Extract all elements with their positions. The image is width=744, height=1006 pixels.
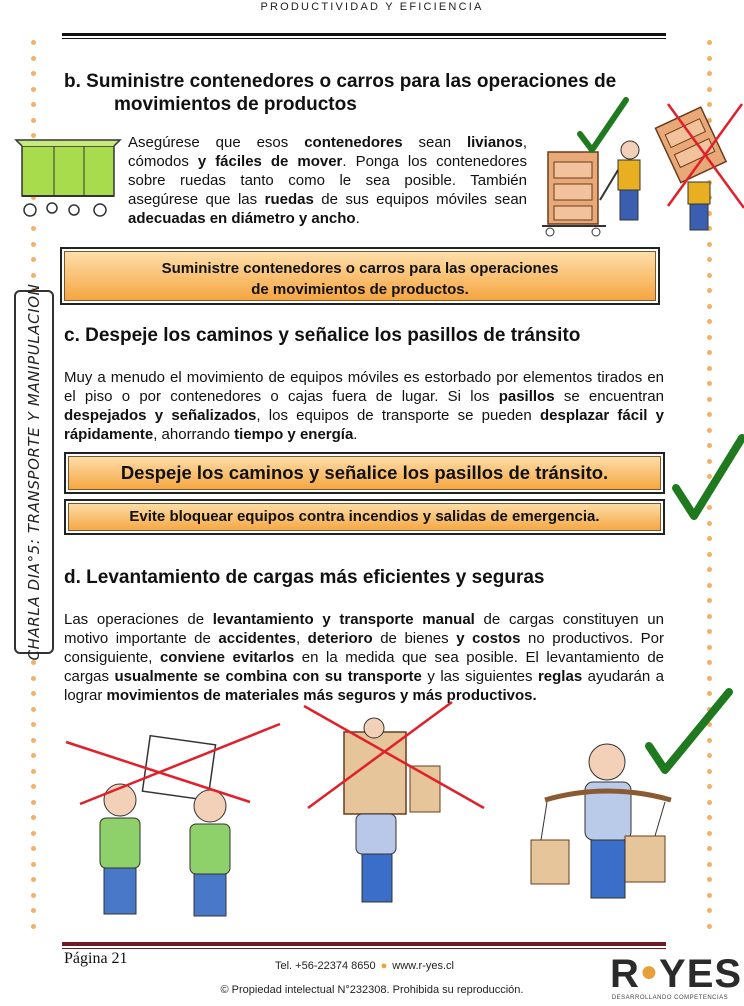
border-dot — [31, 784, 36, 789]
border-dot — [31, 71, 36, 76]
border-dot — [31, 102, 36, 107]
border-dot — [707, 536, 712, 541]
lifting-illustration-correct — [515, 690, 744, 922]
cart-illustration — [16, 138, 120, 220]
movers-illustration — [538, 90, 744, 240]
footer-rule-thin — [62, 948, 666, 949]
lifting-illustration-wrong-1 — [60, 720, 285, 925]
footer-website[interactable]: www.r-yes.cl — [392, 960, 455, 972]
border-dot — [31, 738, 36, 743]
section-c-heading: c. Despeje los caminos y señalice los pasillos de tránsito — [64, 325, 581, 346]
border-dot — [707, 924, 712, 929]
border-dot — [31, 118, 36, 123]
border-dot — [707, 304, 712, 309]
border-dot — [31, 226, 36, 231]
border-dot — [707, 397, 712, 402]
section-d-paragraph: Las operaciones de levantamiento y transporte manual de cargas constituyen un motivo importante de accidentes, deterioro de bienes y costos no productivos. Por consiguiente, conviene evitarlos en la medida que sea posible. El levantamiento de cargas usualmente se combina con su transporte y las siguientes reglas ayudarán a lograr movimientos de materiales más seguros y más productivos. — [64, 611, 664, 704]
border-dot — [707, 583, 712, 588]
border-dot — [707, 412, 712, 417]
border-dot — [31, 676, 36, 681]
border-dot — [31, 831, 36, 836]
border-dot — [31, 800, 36, 805]
side-label — [14, 283, 54, 661]
border-dot — [707, 660, 712, 665]
border-dot — [707, 319, 712, 324]
section-c-highlight-box: Despeje los caminos y señalice los pasillos de tránsito. — [64, 452, 665, 494]
border-dot — [707, 629, 712, 634]
border-dot — [707, 381, 712, 386]
border-dot — [707, 242, 712, 247]
border-dot — [707, 350, 712, 355]
brand-logo: R●YES DESARROLLANDO COMPETENCIAS — [610, 952, 743, 1001]
border-dot — [707, 40, 712, 45]
border-dot — [707, 645, 712, 650]
border-dot — [31, 707, 36, 712]
lifting-illustration-wrong-2 — [300, 700, 490, 922]
border-dot — [31, 722, 36, 727]
check-icon — [580, 100, 626, 150]
border-dot — [707, 366, 712, 371]
border-dot — [31, 769, 36, 774]
check-icon — [672, 432, 744, 524]
page-number: Página 21 — [64, 950, 128, 967]
border-dot — [31, 691, 36, 696]
bullet-icon: ● — [380, 960, 388, 972]
border-dot — [707, 273, 712, 278]
border-dot — [707, 567, 712, 572]
border-dot — [31, 56, 36, 61]
border-dot — [31, 753, 36, 758]
header-title: PRODUCTIVIDAD Y EFICIENCIA — [260, 1, 484, 13]
border-dot — [707, 598, 712, 603]
border-dot — [707, 257, 712, 262]
header-rule-thin — [62, 38, 666, 39]
footer-rule — [62, 942, 666, 946]
border-dot — [31, 877, 36, 882]
side-label-text: CHARLA DIA°5: TRANSPORTE Y MANIPULACION — [25, 283, 43, 661]
border-dot — [31, 893, 36, 898]
section-c-paragraph: Muy a menudo el movimiento de equipos móviles es estorbado por elementos tirados en el piso o por contenedores o cajas fuera de lugar. Si los pasillos se encuentran despejados y señalizados, los equipos de transporte se pueden desplazar fácil y rápidamente, ahorrando tiempo y energía. — [64, 369, 664, 443]
border-dot — [31, 257, 36, 262]
section-c-warning-box: Evite bloquear equipos contra incendios y salidas de emergencia. — [64, 499, 665, 535]
border-dot — [707, 56, 712, 61]
border-dot — [707, 614, 712, 619]
check-icon — [649, 692, 729, 770]
section-b-heading: b. Suministre contenedores o carros para las operaciones de movimientos de productos — [64, 71, 617, 115]
border-dot — [707, 552, 712, 557]
section-d-heading: d. Levantamiento de cargas más eficientes y seguras — [64, 567, 545, 588]
border-dot — [707, 676, 712, 681]
border-dot — [31, 660, 36, 665]
header-rule — [62, 33, 666, 36]
section-b-highlight-box: Suministre contenedores o carros para las operaciones de movimientos de productos. — [60, 247, 660, 305]
border-dot — [31, 87, 36, 92]
border-dot — [31, 862, 36, 867]
border-dot — [31, 242, 36, 247]
border-dot — [31, 846, 36, 851]
border-dot — [31, 273, 36, 278]
footer-contact — [275, 960, 454, 972]
footer-phone: Tel. +56-22374 8650 — [275, 960, 376, 972]
section-b-paragraph: Asegúrese que esos contenedores sean livianos, cómodos y fáciles de mover. Ponga los contenedores sobre ruedas tanto como le sea posible. También asegúrese que las ruedas de sus equipos móviles sean adecuadas en diámetro y ancho. — [128, 134, 527, 227]
border-dot — [707, 288, 712, 293]
border-dot — [707, 71, 712, 76]
border-dot — [707, 335, 712, 340]
border-dot — [31, 924, 36, 929]
footer-copyright: © Propiedad intelectual N°232308. Prohibida su reproducción. — [220, 984, 524, 996]
border-dot — [31, 40, 36, 45]
border-dot — [31, 908, 36, 913]
border-dot — [31, 815, 36, 820]
